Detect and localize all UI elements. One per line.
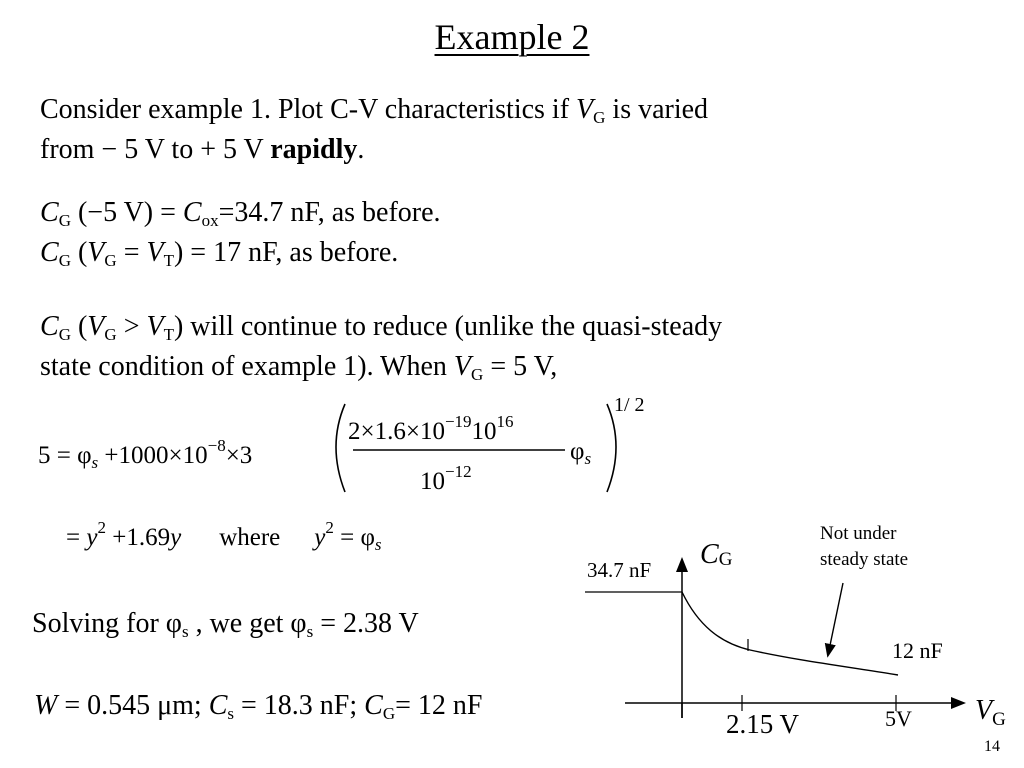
end-value-label: 12 nF xyxy=(892,638,943,663)
equation-1-phi: $\varphi_s$ xyxy=(570,438,592,468)
cg-line-1: $C_G$ (−5 $V) = C_{ox}=34.7$ nF, as before. xyxy=(40,197,441,230)
equation-1-power: 1/ 2 xyxy=(614,394,645,416)
annotation-line-2: steady state xyxy=(820,549,909,570)
para3-line-2: state condition of example 1). When $V_G = 5$ V, xyxy=(40,351,558,384)
equation-1-left: $5 = \varphi_s +1000\times 10^{-8}\times 3$ xyxy=(38,436,253,472)
annotation-line-1: Not under xyxy=(820,523,897,544)
x-tick-label-5: 5V xyxy=(885,706,912,731)
solving-line: Solving for $\varphi_s$ , we get $\varphi_s = 2.38$ V xyxy=(32,608,419,641)
cv-curve xyxy=(682,592,898,675)
y-value-label: 34.7 nF xyxy=(587,558,652,582)
intro-line-2: from − 5 V to + 5 V rapidly. xyxy=(40,134,365,165)
cv-graph xyxy=(580,515,1024,768)
x-tick-label-2-15: 2.15 V xyxy=(726,709,800,739)
equation-1-denominator: $10^{-12}$ xyxy=(420,462,472,495)
result-line: W = 0.545 μm; $C_s = 18.3$ nF; $C_G= 12$ nF xyxy=(34,690,483,723)
cg-line-2: $C_G$ $(V_G = V_T) = 17$ nF, as before. xyxy=(40,237,399,270)
intro-line-1: Consider example 1. Plot C-V characteristics if $V_G$ is varied xyxy=(40,94,709,127)
page-number: 14 xyxy=(984,738,1000,755)
slide-title: Example 2 xyxy=(434,17,590,57)
annotation-arrow xyxy=(828,583,843,655)
equation-2: = $y^2 +1.69y$ where $y^2 = \varphi_s$ xyxy=(66,518,382,554)
x-axis-label: $V_G$ xyxy=(975,695,1006,730)
para3-line-1: $C_G$ $(V_G > V_T)$ will continue to reduce (unlike the quasi-steady xyxy=(40,311,723,344)
y-axis-label: CG xyxy=(700,539,733,570)
equation-1-numerator: $2\times 1.6\times 10^{-19}10^{16}$ xyxy=(348,412,514,445)
